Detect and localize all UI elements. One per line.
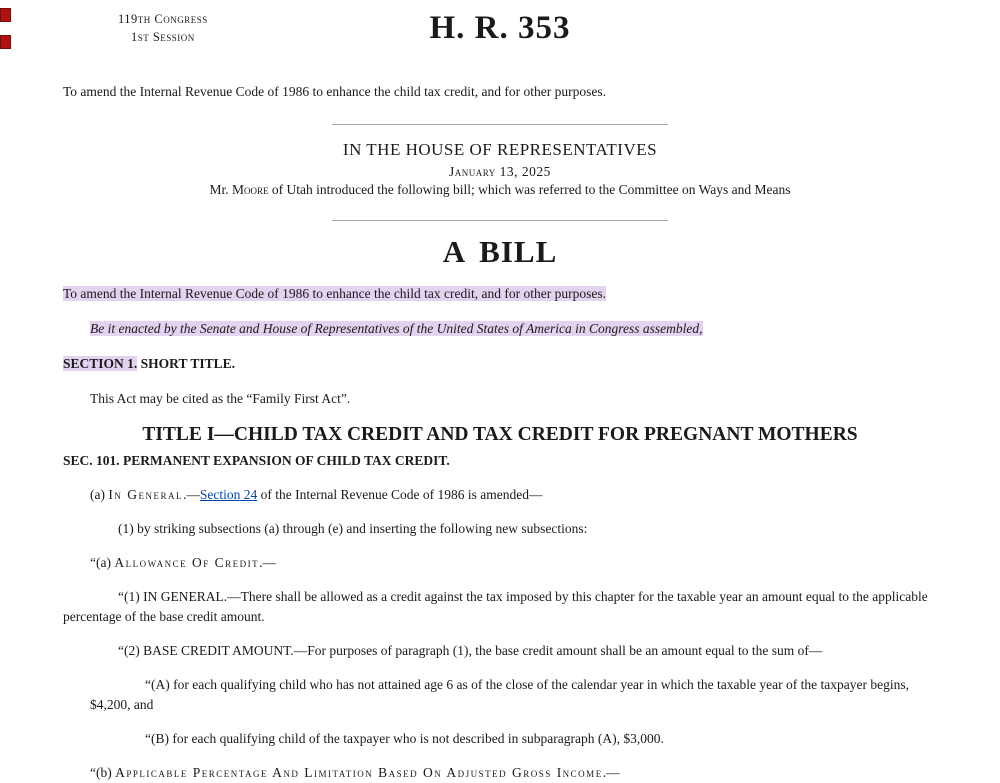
enacting-clause <box>63 319 952 339</box>
bill-header <box>0 0 1000 58</box>
title-1-heading: TITLE I—CHILD TAX CREDIT AND TAX CREDIT FOR PREGNANT MOTHERS <box>142 424 858 446</box>
sec-101-heading: SEC. 101. PERMANENT EXPANSION OF CHILD TAX CREDIT. <box>63 452 450 468</box>
sponsor-prefix: Mr. <box>209 182 232 197</box>
quoted-subparagraph-a2A: “(A) for each qualifying child who has not attained age 6 as of the close of the calendar year in which the taxable year of the taxpayer begins, $4,200, and <box>90 676 909 712</box>
section-divider-bottom <box>332 220 668 221</box>
sponsor-action-line <box>0 182 1000 198</box>
official-title-top: To amend the Internal Revenue Code of 1986 to enhance the child tax credit, and for other purposes. <box>63 84 606 99</box>
bill-type-heading: A BILL <box>442 234 558 269</box>
quoted-a-term: Allowance Of Credit <box>114 554 260 570</box>
sponsor-name: Moore <box>231 182 269 197</box>
paragraph-1-striking: (1) by striking subsections (a) through (e) and inserting the following new subsections: <box>118 520 588 536</box>
quoted-subsection-a <box>63 553 952 573</box>
introduction-date: January 13, 2025 <box>449 164 551 179</box>
subsection-a-dash: .— <box>182 486 200 502</box>
section-divider-top <box>332 124 668 125</box>
bill-number: H. R. 353 <box>429 10 571 46</box>
subsection-a-term: In General <box>108 486 183 502</box>
subsection-a-num: (a) <box>90 486 109 502</box>
official-title-highlight-span: To amend the Internal Revenue Code of 1986 to enhance the child tax credit, and for other purposes. <box>63 286 606 302</box>
enacting-clause-highlight-span: Be it enacted by the Senate and House of Representatives of the United States of America in Congress assembled, <box>90 321 703 337</box>
quoted-b-term: Applicable Percentage And Limitation Based On Adjusted Gross Income <box>115 764 603 780</box>
subsection-a-rest: of the Internal Revenue Code of 1986 is amended— <box>257 486 543 502</box>
congress-session-block <box>118 10 208 46</box>
subsection-a-general <box>63 485 952 505</box>
section-1-label: SECTION 1. <box>63 356 138 372</box>
quoted-paragraph-a1: “(1) IN GENERAL.—There shall be allowed as a credit against the tax imposed by this chapter for the taxable year an amount equal to the applicable percentage of the base credit amount. <box>63 588 928 624</box>
congress-line: 119th Congress <box>118 12 208 26</box>
section-1-heading <box>63 354 952 374</box>
quoted-b-dash: .— <box>602 764 620 780</box>
quoted-b-num: “(b) <box>90 764 116 780</box>
official-title-highlighted <box>63 284 952 304</box>
section-24-link[interactable]: Section 24 <box>199 486 258 502</box>
quoted-subsection-b <box>63 763 952 783</box>
quoted-a-num: “(a) <box>90 554 115 570</box>
quoted-a-dash: .— <box>259 554 276 570</box>
quoted-subparagraph-a2B: “(B) for each qualifying child of the taxpayer who is not described in subparagraph (A), $3,000. <box>145 730 664 746</box>
chamber-heading: IN THE HOUSE OF REPRESENTATIVES <box>342 140 658 159</box>
section-1-title: SHORT TITLE. <box>137 356 235 372</box>
quoted-paragraph-a2: “(2) BASE CREDIT AMOUNT.—For purposes of paragraph (1), the base credit amount shall be an amount equal to the sum of— <box>118 642 823 658</box>
sponsor-action-rest: of Utah introduced the following bill; which was referred to the Committee on Ways and Means <box>268 182 791 197</box>
session-line: 1st Session <box>130 30 195 45</box>
short-title-text: This Act may be cited as the “Family First Act”. <box>90 391 351 407</box>
